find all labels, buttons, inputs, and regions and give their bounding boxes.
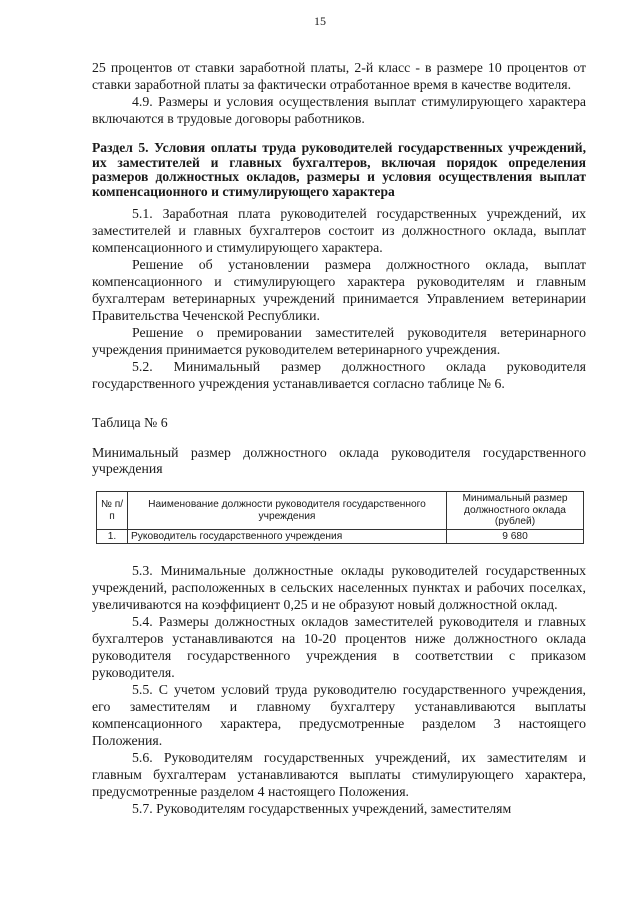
paragraph: 5.2. Минимальный размер должностного оклада руководителя государственного учреждения устанавливается согласно таблице № 6.	[92, 359, 586, 392]
paragraph: 5.5. С учетом условий труда руководителю государственного учреждения, его заместителям и главному бухгалтеру устанавливаются выплаты компенсационного характера, предусмотренные разделом 3 настоящего Положения.	[92, 682, 586, 749]
table-cell: 9 680	[447, 529, 584, 544]
section-heading: Раздел 5. Условия оплаты труда руководителей государственных учреждений, их заместителей и главных бухгалтеров, включая порядок определения размеров должностных окладов, размеры и условия осуществления выплат компенсационного и стимулирующего характера	[92, 140, 586, 199]
table-header-row	[97, 492, 584, 530]
paragraph: 5.7. Руководителям государственных учреждений, заместителям	[132, 801, 512, 817]
page-content	[92, 59, 586, 817]
page-number: 15	[314, 14, 326, 28]
paragraph: 5.6. Руководителям государственных учреждений, их заместителям и главным бухгалтерам устанавливаются выплаты стимулирующего характера, предусмотренные разделом 4 настоящего Положения.	[92, 750, 586, 800]
paragraph: Решение об установлении размера должностного оклада, выплат компенсационного и стимулирующего характера руководителям и главным бухгалтерам ветеринарных учреждений принимается Управлением ветеринарии Правительства Чеченской Республики.	[92, 257, 586, 324]
paragraph: 5.1. Заработная плата руководителей государственных учреждений, их заместителей и главных бухгалтеров состоит из должностного оклада, выплат компенсационного и стимулирующего характера.	[92, 206, 586, 256]
table-cell: Руководитель государственного учреждения	[128, 529, 447, 544]
paragraph: 5.4. Размеры должностных окладов заместителей руководителя и главных бухгалтеров устанавливаются на 10-20 процентов ниже должностного оклада руководителя государственного учреждения в соответствии с приказом руководителя.	[92, 614, 586, 681]
table-title: Минимальный размер должностного оклада руководителя государственного учреждения	[92, 445, 586, 477]
table-header-cell: № п/п	[97, 492, 128, 530]
salary-table	[96, 491, 584, 544]
table-cell: 1.	[97, 529, 128, 544]
paragraph: 5.3. Минимальные должностные оклады руководителей государственных учреждений, расположенных в сельских населенных пунктах и рабочих поселках, увеличиваются на коэффициент 0,25 и не образуют новый должностной оклад.	[92, 563, 586, 613]
table-header-cell: Минимальный размер должностного оклада (рублей)	[447, 492, 584, 530]
paragraph: 4.9. Размеры и условия осуществления выплат стимулирующего характера включаются в трудовые договоры работников.	[92, 94, 586, 126]
table-label: Таблица № 6	[92, 415, 168, 431]
paragraph: Решение о премировании заместителей руководителя ветеринарного учреждения принимается руководителем ветеринарного учреждения.	[92, 325, 586, 358]
paragraph: 25 процентов от ставки заработной платы, 2-й класс - в размере 10 процентов от ставки заработной платы за фактически отработанное время в качестве водителя.	[92, 60, 586, 92]
table-header-cell: Наименование должности руководителя государственного учреждения	[128, 492, 447, 530]
table-row	[97, 529, 584, 544]
